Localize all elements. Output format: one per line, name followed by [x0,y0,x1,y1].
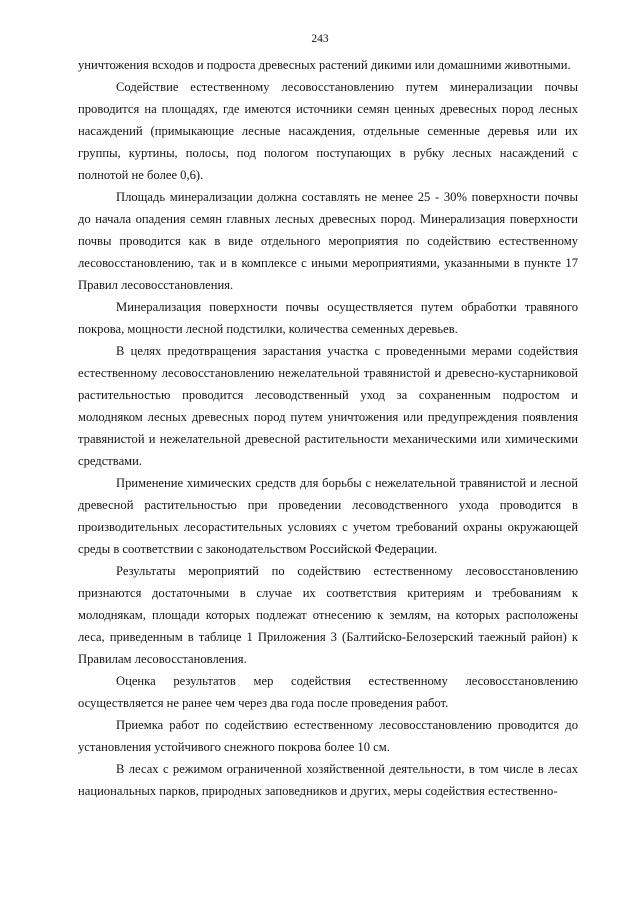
paragraph: Минерализация поверхности почвы осуществляется путем обработки травяного покрова, мощности лесной подстилки, количества семенных деревьев. [78,300,578,336]
paragraph: Содействие естественному лесовосстановлению путем минерализации почвы проводится на площадях, где имеются источники семян ценных древесных пород лесных насаждений (примыкающие лесные насаждения, отдельные семенные деревья или их группы, куртины, полосы, под пологом поступающих в рубку лесных насаждений с полнотой не более 0,6). [78,80,578,182]
page-number: 243 [311,33,329,45]
paragraph: Оценка результатов мер содействия естественному лесовосстановлению осуществляется не ранее чем через два года после проведения работ. [78,674,578,710]
paragraph: Результаты мероприятий по содействию естественному лесовосстановлению признаются достаточными в случае их соответствия критериям и требованиям к молоднякам, площади которых подлежат отнесению к землям, на которых расположены леса, приведенным в таблице 1 Приложения 3 (Балтийско-Белозерский таежный район) к Правилам лесовосстановления. [78,564,578,666]
paragraph: Приемка работ по содействию естественному лесовосстановлению проводится до установления устойчивого снежного покрова более 10 см. [78,718,578,754]
paragraph-continuation: уничтожения всходов и подроста древесных растений дикими или домашними животными. [78,58,571,72]
paragraph: В целях предотвращения зарастания участка с проведенными мерами содействия естественному лесовосстановлению нежелательной травянистой и древесно-кустарниковой растительностью проводится лесоводственный уход за сохраненным подростом и молодняком лесных древесных пород путем уничтожения или предупреждения появления травянистой и нежелательной древесной растительности механическими или химическими средствами. [78,344,578,468]
paragraph: Площадь минерализации должна составлять не менее 25 - 30% поверхности почвы до начала опадения семян главных лесных древесных пород. Минерализация поверхности почвы проводится как в виде отдельного мероприятия по содействию естественному лесовосстановлению, так и в комплексе с иными мероприятиями, указанными в пункте 17 Правил лесовосстановления. [78,190,578,292]
document-body [78,54,578,802]
paragraph: Применение химических средств для борьбы с нежелательной травянистой и лесной древесной растительностью при проведении лесоводственного ухода проводится в производительных лесорастительных условиях с учетом требований охраны окружающей среды в соответствии с законодательством Российской Федерации. [78,476,578,556]
paragraph: В лесах с режимом ограниченной хозяйственной деятельности, в том числе в лесах национальных парков, природных заповедников и других, меры содействия естественно- [78,762,578,798]
